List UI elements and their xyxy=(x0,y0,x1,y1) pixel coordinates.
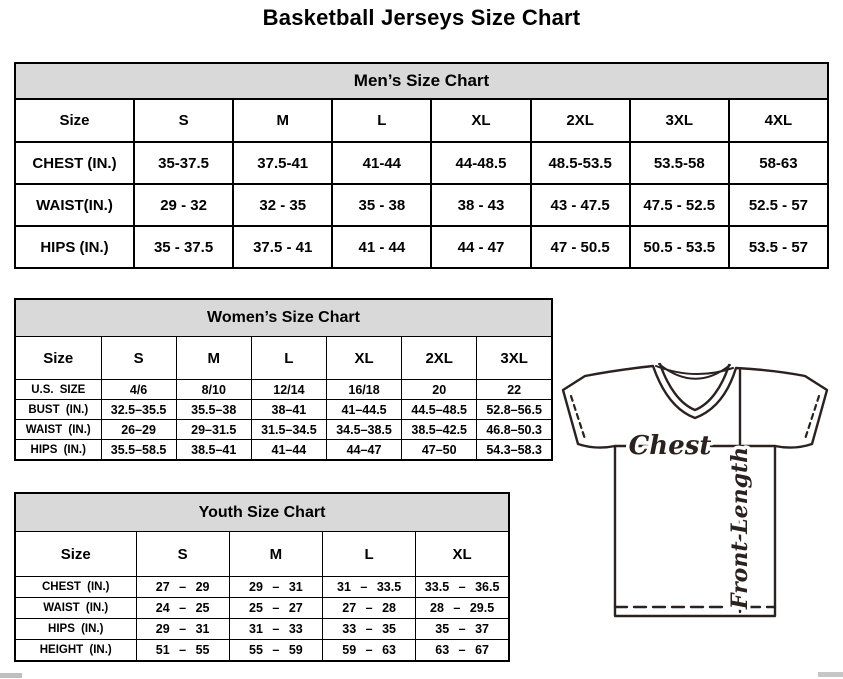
collar-back-arc-2 xyxy=(659,364,730,379)
table-title: Women’s Size Chart xyxy=(15,299,552,337)
scrollbar-fragment-right xyxy=(818,672,843,677)
row-label: CHEST (IN.) xyxy=(15,577,136,598)
size-cell: 22 xyxy=(477,380,552,400)
table-row xyxy=(15,380,552,400)
page-title: Basketball Jerseys Size Chart xyxy=(262,5,581,30)
size-cell: 52.5 - 57 xyxy=(729,184,828,226)
size-cell: 63 – 67 xyxy=(416,640,509,662)
size-cell: 27 – 29 xyxy=(136,577,229,598)
size-cell: 55 – 59 xyxy=(229,640,322,662)
size-cell: 26–29 xyxy=(101,420,176,440)
size-cell: 35 - 37.5 xyxy=(134,226,233,268)
size-cell: 35 - 38 xyxy=(332,184,431,226)
front-length-label: Front Length xyxy=(727,446,753,610)
column-header: 4XL xyxy=(729,99,828,142)
table-row xyxy=(15,184,828,226)
size-cell: 53.5 - 57 xyxy=(729,226,828,268)
size-cell: 35 – 37 xyxy=(416,619,509,640)
size-cell: 54.3–58.3 xyxy=(477,440,552,461)
row-label: HIPS (IN.) xyxy=(15,619,136,640)
column-header: XL xyxy=(431,99,530,142)
table-row xyxy=(15,420,552,440)
size-cell: 34.5–38.5 xyxy=(326,420,401,440)
size-cell: 41 - 44 xyxy=(332,226,431,268)
column-header: M xyxy=(176,337,251,380)
mens-size-table xyxy=(14,62,829,269)
row-label: WAIST (IN.) xyxy=(15,598,136,619)
size-cell: 38–41 xyxy=(251,400,326,420)
size-cell: 29 – 31 xyxy=(136,619,229,640)
size-cell: 47 - 50.5 xyxy=(531,226,630,268)
size-cell: 27 – 28 xyxy=(323,598,416,619)
size-cell: 52.8–56.5 xyxy=(477,400,552,420)
size-cell: 47–50 xyxy=(402,440,477,461)
size-cell: 37.5-41 xyxy=(233,142,332,184)
size-cell: 38.5–41 xyxy=(176,440,251,461)
column-header: 3XL xyxy=(630,99,729,142)
size-cell: 32.5–35.5 xyxy=(101,400,176,420)
table-row xyxy=(15,619,509,640)
row-label: WAIST(IN.) xyxy=(15,184,134,226)
jersey-measurement-diagram xyxy=(556,360,840,630)
column-header: XL xyxy=(416,532,509,577)
table-row xyxy=(15,400,552,420)
row-label: HIPS (IN.) xyxy=(15,440,101,461)
column-header: L xyxy=(251,337,326,380)
jersey-outline-svg xyxy=(556,360,840,630)
row-label: HEIGHT (IN.) xyxy=(15,640,136,662)
womens-size-table xyxy=(14,298,553,461)
table-row xyxy=(15,226,828,268)
size-cell: 28 – 29.5 xyxy=(416,598,509,619)
size-cell: 50.5 - 53.5 xyxy=(630,226,729,268)
youth-size-table xyxy=(14,492,510,662)
column-header: M xyxy=(233,99,332,142)
table-title: Men’s Size Chart xyxy=(15,63,828,99)
size-cell: 31 – 33.5 xyxy=(323,577,416,598)
column-header: S xyxy=(134,99,233,142)
size-cell: 33 – 35 xyxy=(323,619,416,640)
size-cell: 44.5–48.5 xyxy=(402,400,477,420)
column-header: 2XL xyxy=(531,99,630,142)
column-header: S xyxy=(136,532,229,577)
column-header: 2XL xyxy=(402,337,477,380)
size-cell: 29 - 32 xyxy=(134,184,233,226)
size-cell: 58-63 xyxy=(729,142,828,184)
size-cell: 41-44 xyxy=(332,142,431,184)
size-cell: 44 - 47 xyxy=(431,226,530,268)
size-cell: 37.5 - 41 xyxy=(233,226,332,268)
table-row xyxy=(15,598,509,619)
jersey-body-outline xyxy=(563,366,827,616)
size-cell: 25 – 27 xyxy=(229,598,322,619)
size-cell: 46.8–50.3 xyxy=(477,420,552,440)
left-cuff-dashed-seam xyxy=(571,396,585,439)
size-cell: 33.5 – 36.5 xyxy=(416,577,509,598)
column-header: S xyxy=(101,337,176,380)
size-cell: 35.5–38 xyxy=(176,400,251,420)
size-cell: 41–44 xyxy=(251,440,326,461)
column-header: Size xyxy=(15,532,136,577)
size-cell: 31.5–34.5 xyxy=(251,420,326,440)
size-cell: 24 – 25 xyxy=(136,598,229,619)
size-cell: 44–47 xyxy=(326,440,401,461)
column-header: XL xyxy=(326,337,401,380)
row-label: HIPS (IN.) xyxy=(15,226,134,268)
column-header: M xyxy=(229,532,322,577)
row-label: WAIST (IN.) xyxy=(15,420,101,440)
size-cell: 31 – 33 xyxy=(229,619,322,640)
size-cell: 4/6 xyxy=(101,380,176,400)
column-header: L xyxy=(332,99,431,142)
size-cell: 43 - 47.5 xyxy=(531,184,630,226)
size-cell: 38.5–42.5 xyxy=(402,420,477,440)
size-cell: 8/10 xyxy=(176,380,251,400)
size-cell: 38 - 43 xyxy=(431,184,530,226)
table-row xyxy=(15,142,828,184)
size-cell: 35.5–58.5 xyxy=(101,440,176,461)
column-header: L xyxy=(323,532,416,577)
size-cell: 29 – 31 xyxy=(229,577,322,598)
size-cell: 16/18 xyxy=(326,380,401,400)
size-cell: 47.5 - 52.5 xyxy=(630,184,729,226)
column-header: 3XL xyxy=(477,337,552,380)
table-row xyxy=(15,440,552,461)
row-label: CHEST (IN.) xyxy=(15,142,134,184)
chest-label: Chest xyxy=(628,431,712,461)
size-cell: 48.5-53.5 xyxy=(531,142,630,184)
table-title: Youth Size Chart xyxy=(15,493,509,532)
column-header: Size xyxy=(15,99,134,142)
size-cell: 29–31.5 xyxy=(176,420,251,440)
size-cell: 51 – 55 xyxy=(136,640,229,662)
size-cell: 32 - 35 xyxy=(233,184,332,226)
scrollbar-fragment-left xyxy=(0,673,22,678)
size-cell: 35-37.5 xyxy=(134,142,233,184)
size-cell: 53.5-58 xyxy=(630,142,729,184)
size-cell: 44-48.5 xyxy=(431,142,530,184)
row-label: U.S. SIZE xyxy=(15,380,101,400)
column-header: Size xyxy=(15,337,101,380)
table-row xyxy=(15,577,509,598)
row-label: BUST (IN.) xyxy=(15,400,101,420)
size-cell: 41–44.5 xyxy=(326,400,401,420)
size-cell: 20 xyxy=(402,380,477,400)
table-row xyxy=(15,640,509,662)
size-cell: 59 – 63 xyxy=(323,640,416,662)
right-cuff-dashed-seam xyxy=(805,396,819,439)
size-cell: 12/14 xyxy=(251,380,326,400)
